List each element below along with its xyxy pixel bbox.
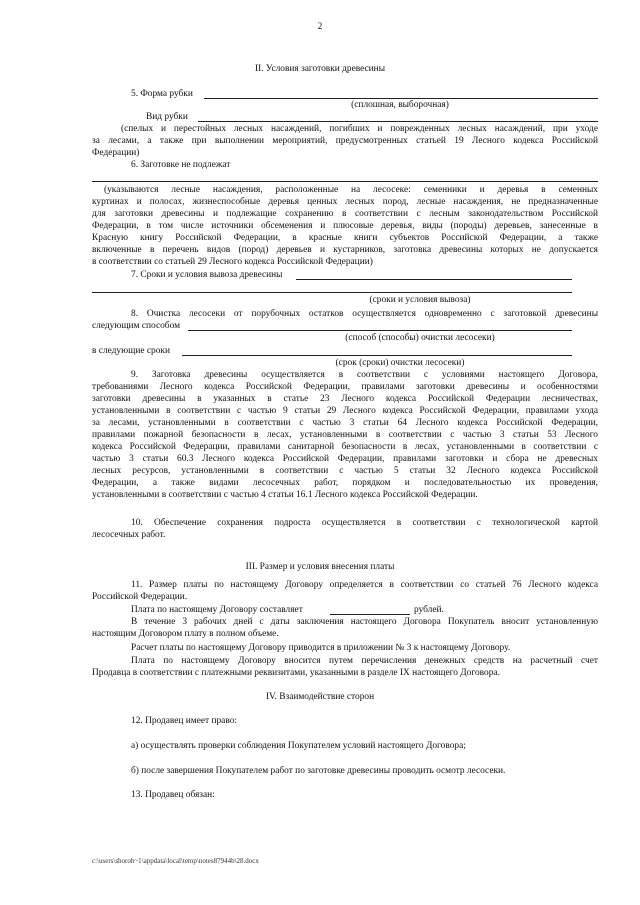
page-number: 2 (317, 22, 323, 32)
p8-line: 8. Очистка лесосеки от порубочных остатков осуществляется одновременно с заготовкой древесины (131, 309, 598, 319)
section-4-heading: IV. Взаимодействие сторон (265, 692, 375, 702)
p12-line: 12. Продавец имеет право: (131, 716, 237, 726)
p10-line: 10. Обеспечение сохранения подроста осуществляется в соответствии с технологической картой (131, 518, 598, 528)
p6-fill-line (92, 181, 598, 182)
section-2-heading: II. Условия заготовки древесины (255, 64, 385, 74)
p9-line: 9. Заготовка древесины осуществляется в соответствии с условиями настоящего Договора, (131, 370, 598, 380)
p9-line: заготовки древесины в указанных в статье 23 Лесного кодекса Российской Федерации лесничествах, (92, 394, 598, 404)
p7-label: 7. Сроки и условия вывоза древесины (131, 270, 283, 280)
p8-hint: (способ (способы) очистки лесосеки) (345, 333, 495, 343)
p12a-line: а) осуществлять проверки соблюдения Покупателем условий настоящего Договора; (131, 741, 466, 751)
p9-line: установленными в соответствии с частью 4 статьи 16.1 Лесного кодекса Российской Федерации. (92, 490, 478, 500)
payment-transfer-line: Продавца в соответствии с платежными реквизитами, указанными в разделе IX настоящего Договора. (92, 668, 500, 678)
p8-line: следующим способом (92, 321, 181, 331)
p9-line: Федерации, а также видами лесосечных работ, порядком и последовательностью их проведения, (92, 478, 598, 488)
p8-line: в следующие сроки (92, 346, 170, 356)
p5-label: 5. Форма рубки (131, 89, 193, 99)
p6-hint-line: Федерации, в том числе источники обсеменения и плюсовые деревья, виды (породы) деревьев, занесенные в (92, 221, 598, 231)
p9-line: за лесами, установленными в соответствии с частью 3 статьи 64 Лесного кодекса Российской Федерации, (92, 418, 598, 428)
p9-line: требованиями Лесного кодекса Российской Федерации, правилами заготовки древесины и особенностями (92, 382, 598, 392)
vid-label: Вид рубки (146, 112, 188, 122)
payment-calc-line: Расчет платы по настоящему Договору приводится в приложении № 3 к настоящему Договору. (131, 643, 511, 653)
p13-line: 13. Продавец обязан: (131, 790, 215, 800)
p6-hint-line: (указываются лесные насаждения, расположенные на лесосеке: семенники и деревья в семенных (104, 185, 598, 195)
p11-line: Российской Федерации. (92, 592, 188, 602)
p6-hint-line: Красную книгу Российской Федерации, в красные книги субъектов Российской Федерации, а также (92, 233, 598, 243)
p9-line: лесных ресурсов, установленными в соответствии с частью 5 статьи 32 Лесного кодекса Российской (92, 466, 598, 476)
p7-fill-line-2 (92, 292, 572, 293)
footer-file-path: c:\users\shoroh~1\appdata\local\temp\notes87944b\28.docx (92, 857, 259, 865)
p7-hint: (сроки и условия вывоза) (369, 295, 471, 305)
p8-method-fill-line (188, 330, 572, 331)
p6-label: 6. Заготовке не подлежат (131, 160, 231, 170)
p6-hint-line: включенные в перечень видов (пород) деревьев и кустарников, заготовка древесины которых не допускается (92, 245, 598, 255)
payment-term-line: В течение 3 рабочих дней с даты заключения настоящего Договора Покупатель вносит установленную (131, 617, 598, 627)
p6-hint-line: в соответствии со статьей 29 Лесного кодекса Российской Федерации) (92, 257, 373, 267)
p5-hint: (сплошная, выборочная) (351, 100, 449, 110)
p6-hint-line: куртинах и полосах, жизнеспособные деревья ценных лесных пород, лесные насаждения, не предназначенные (92, 197, 598, 207)
payment-currency-label: рублей. (414, 605, 444, 615)
vid-fill-line (198, 121, 598, 122)
p9-line: кодекса Российской Федерации, правилами санитарной безопасности в лесах, установленными в соответствии с (92, 442, 598, 452)
payment-term-line: настоящим Договором плату в полном объеме. (92, 629, 279, 639)
vid-hint-line: Федерации) (92, 148, 140, 158)
section-3-heading: III. Размер и условия внесения платы (245, 562, 395, 572)
p8-hint: (срок (сроки) очистки лесосеки) (335, 358, 465, 368)
p5-fill-line (204, 98, 598, 99)
p9-line: установленными в соответствии с частью 9 статьи 29 Лесного кодекса Российской Федерации, правилами ухода (92, 406, 598, 416)
p9-line: частью 3 статьи 60.3 Лесного кодекса Российской Федерации, правилами заготовки и сбора не древесных (92, 454, 598, 464)
p7-fill-line (296, 279, 572, 280)
p6-hint-line: для заготовки древесины и подлежащие сохранению в соответствии с лесным законодательством Российской (92, 209, 598, 219)
p9-line: правилами пожарной безопасности в лесах, установленными в соответствии с частью 3 статьи 53 Лесного (92, 430, 598, 440)
p12b-line: б) после завершения Покупателем работ по заготовке древесины проводить осмотр лесосеки. (131, 766, 506, 776)
payment-amount-label: Плата по настоящему Договору составляет (131, 605, 303, 615)
vid-hint-line: за лесами, а также при выполнении мероприятий, предусмотренных статьей 19 Лесного кодекса Российской (92, 136, 598, 146)
p8-term-fill-line (182, 355, 572, 356)
payment-amount-field (330, 614, 410, 615)
p11-line: 11. Размер платы по настоящему Договору определяется в соответствии со статьей 76 Лесного кодекса (131, 580, 598, 590)
p10-line: лесосечных работ. (92, 530, 166, 540)
vid-hint-line: (спелых и перестойных лесных насаждений, погибших и поврежденных лесных насаждений, при уходе (121, 124, 598, 134)
payment-transfer-line: Плата по настоящему Договору вносится путем перечисления денежных средств на расчетный счет (131, 656, 598, 666)
